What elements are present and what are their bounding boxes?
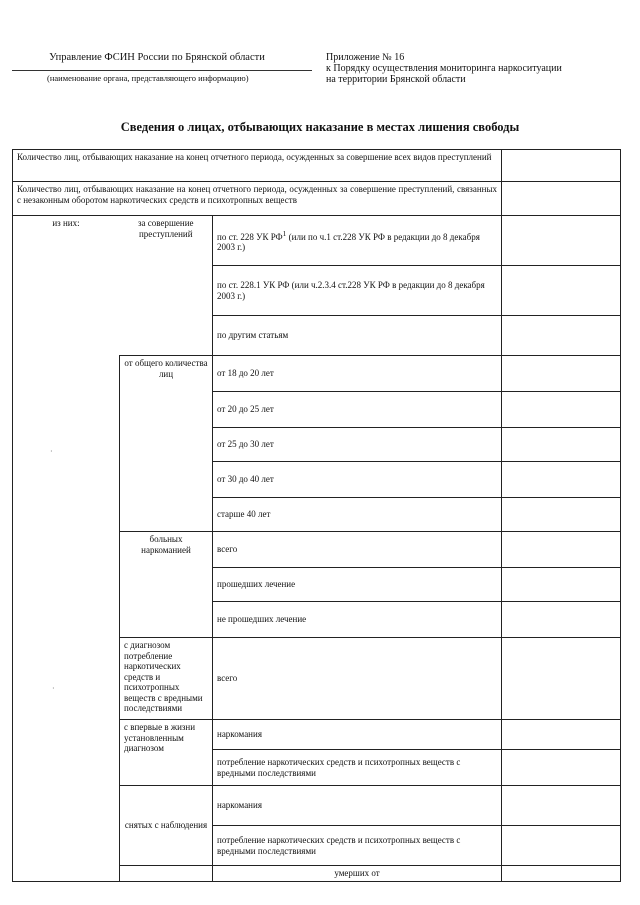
- signature-line: [12, 70, 312, 71]
- first-time-item: потребление наркотических средств и психотропных веществ с вредными последствиями: [213, 750, 502, 786]
- diagnosis-item: всего: [213, 638, 502, 720]
- row-drug-label: Количество лиц, отбывающих наказание на конец отчетного периода, осужденных за совершение преступлений, связанных с незаконным оборотом наркотических средств и психотропных веществ: [13, 182, 502, 216]
- value-cell[interactable]: [502, 786, 621, 826]
- addict-item: всего: [213, 532, 502, 568]
- of-them-text: из них:: [52, 218, 80, 228]
- addict-item: не прошедших лечение: [213, 602, 502, 638]
- diagnosis-group-label: с диагнозом потребление наркотических средств и психотропных веществ с вредными последствиями: [120, 638, 213, 720]
- value-cell[interactable]: [502, 568, 621, 602]
- died-group-label: умерших от: [213, 866, 502, 882]
- value-cell[interactable]: [502, 356, 621, 392]
- crime-item-228-note: (или по ч.1 ст.228 УК РФ в редакции до 8 декабря 2003 г.): [217, 231, 480, 252]
- value-cell[interactable]: [502, 498, 621, 532]
- crime-item-other: по другим статьям: [213, 316, 502, 356]
- value-cell[interactable]: [502, 532, 621, 568]
- value-cell[interactable]: [502, 750, 621, 786]
- appendix-line-1: Приложение № 16: [326, 52, 405, 63]
- appendix-note: [326, 52, 626, 85]
- appendix-line-3: на территории Брянской области: [326, 74, 466, 85]
- value-cell[interactable]: [502, 216, 621, 266]
- age-item: от 20 до 25 лет: [213, 392, 502, 428]
- first-time-item: наркомания: [213, 720, 502, 750]
- crimes-group-label: за совершение преступлений: [120, 216, 213, 356]
- age-item: от 18 до 20 лет: [213, 356, 502, 392]
- died-item: [502, 866, 621, 882]
- footnote-mark: 1: [282, 228, 287, 238]
- statistics-table: [12, 149, 621, 882]
- crime-item-228-text: по ст. 228 УК РФ: [217, 231, 283, 242]
- ages-group-label: от общего количества лиц: [120, 356, 213, 532]
- row-total-label: Количество лиц, отбывающих наказание на конец отчетного периода, осужденных за совершение всех видов преступлений: [13, 150, 502, 182]
- of-them-label: [13, 216, 120, 882]
- document-title: Сведения о лицах, отбывающих наказание в местах лишения свободы: [120, 120, 520, 134]
- value-cell[interactable]: [502, 826, 621, 866]
- value-cell[interactable]: [502, 638, 621, 720]
- value-cell[interactable]: [502, 428, 621, 462]
- value-cell[interactable]: [502, 266, 621, 316]
- age-item: старше 40 лет: [213, 498, 502, 532]
- value-cell[interactable]: [502, 182, 621, 216]
- scan-speck: ·: [52, 684, 55, 693]
- addicts-group-label: больных наркоманией: [120, 532, 213, 638]
- organization-name: Управление ФСИН России по Брянской области: [49, 52, 265, 63]
- table-row: [13, 182, 621, 216]
- organization-hint: (наименование органа, представляющего информацию): [47, 73, 249, 83]
- value-cell[interactable]: [502, 392, 621, 428]
- value-cell[interactable]: [502, 720, 621, 750]
- table-row: [13, 216, 621, 266]
- crime-item-228: [213, 216, 502, 266]
- addict-item: прошедших лечение: [213, 568, 502, 602]
- value-cell[interactable]: [502, 316, 621, 356]
- of-them-continued: [120, 866, 213, 882]
- removed-group-label: снятых с наблюдения: [120, 786, 213, 866]
- value-cell[interactable]: [502, 602, 621, 638]
- scan-speck: ·: [50, 447, 53, 456]
- first-time-group-label: с впервые в жизни установленным диагнозом: [120, 720, 213, 786]
- removed-item: потребление наркотических средств и психотропных веществ с вредными последствиями: [213, 826, 502, 866]
- value-cell[interactable]: [502, 150, 621, 182]
- table-row: [13, 150, 621, 182]
- appendix-line-2: к Порядку осуществления мониторинга наркоситуации: [326, 63, 562, 74]
- age-item: от 25 до 30 лет: [213, 428, 502, 462]
- value-cell[interactable]: [502, 462, 621, 498]
- crime-item-228-1: по ст. 228.1 УК РФ (или ч.2.3.4 ст.228 УК РФ в редакции до 8 декабря 2003 г.): [213, 266, 502, 316]
- removed-item: наркомания: [213, 786, 502, 826]
- age-item: от 30 до 40 лет: [213, 462, 502, 498]
- header-organization: [12, 52, 312, 83]
